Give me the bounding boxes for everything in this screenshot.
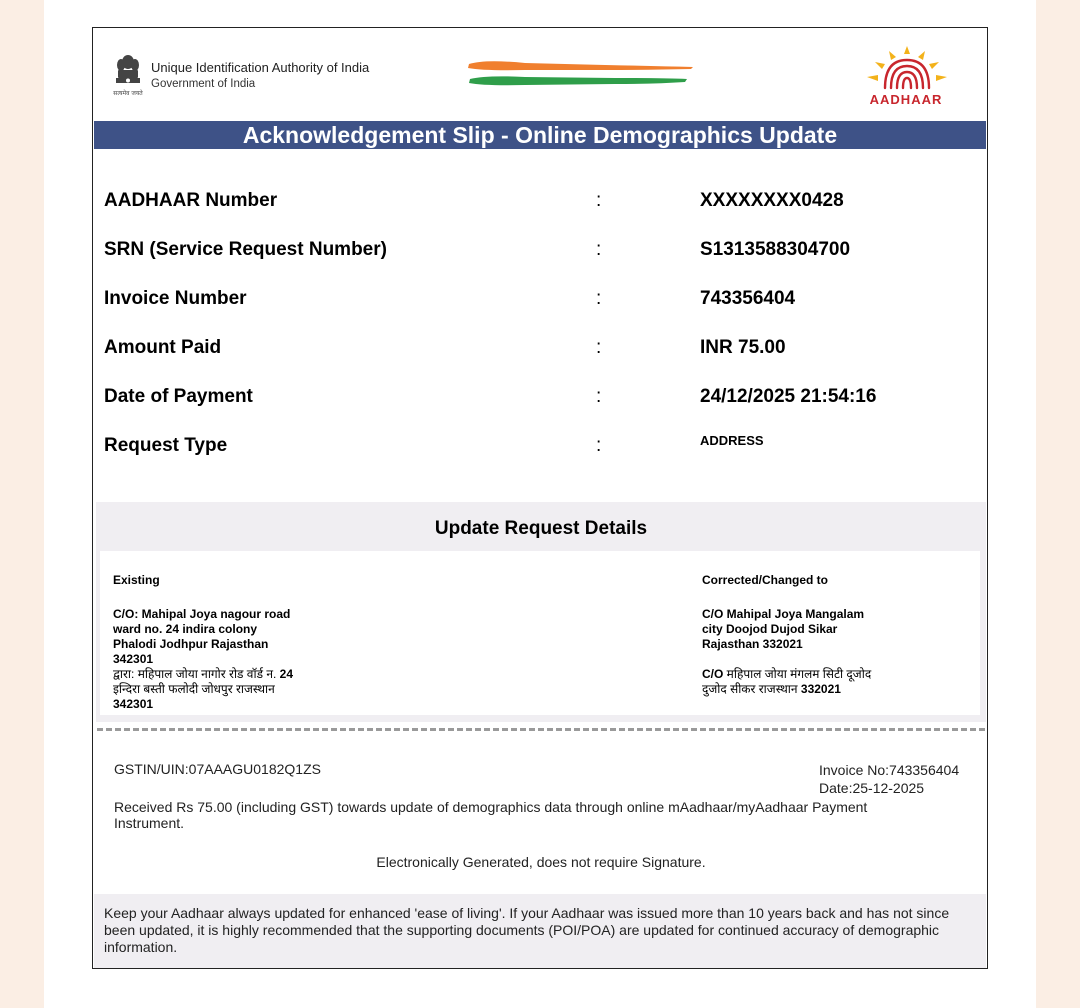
corrected-address-line: Rajasthan 332021 (702, 637, 803, 651)
corrected-address-line: C/O Mahipal Joya Mangalam (702, 607, 865, 621)
existing-address-line: Phalodi Jodhpur Rajasthan (113, 637, 269, 651)
corrected-address-hindi-line (702, 682, 932, 697)
detail-row-invoice-number (104, 288, 974, 312)
detail-label: SRN (Service Request Number) (104, 239, 387, 260)
aadhaar-logo (861, 44, 957, 110)
detail-label: Invoice Number (104, 288, 247, 309)
existing-address-line: ward no. 24 indira colony (113, 622, 258, 636)
hindi-text: दुजोद सीकर राजस्थान (702, 682, 801, 696)
emblem-caption: सत्यमेव जयते (113, 90, 143, 97)
org-line-1: Unique Identification Authority of India (151, 60, 370, 75)
detail-row-request-type (104, 435, 974, 459)
detail-colon: : (596, 190, 602, 211)
detail-colon: : (596, 337, 602, 358)
detail-value: XXXXXXXX0428 (700, 190, 844, 211)
detail-colon: : (596, 239, 602, 260)
detail-value: ADDRESS (700, 433, 764, 448)
organization-name (151, 60, 369, 92)
hindi-number: 332021 (800, 682, 841, 696)
detail-label: AADHAAR Number (104, 190, 278, 211)
existing-address-line: C/O: Mahipal Joya nagour road (113, 607, 291, 621)
update-notice: Keep your Aadhaar always updated for enhanced 'ease of living'. If your Aadhaar was issued more than 10 years back and has not since been updated, it is highly recommended that the supporting documents (POI/POA) are updated for continued accuracy of demographic information. (94, 894, 986, 968)
detail-row-amount-paid (104, 337, 974, 361)
slip-title: Acknowledgement Slip - Online Demographics Update (94, 121, 986, 149)
spacer (702, 652, 932, 667)
detail-row-aadhaar-number (104, 190, 974, 214)
existing-address-hindi-line: इन्दिरा बस्ती फलोदी जोधपुर राजस्थान (113, 682, 275, 696)
detail-row-srn (104, 239, 974, 263)
acknowledgement-slip (92, 27, 988, 969)
existing-heading: Existing (113, 573, 160, 587)
corrected-address-line: city Doojod Dujod Sikar (702, 622, 838, 636)
dashed-separator (97, 728, 985, 731)
invoice-date-text: Date:25-12-2025 (819, 780, 925, 796)
hindi-prefix: द्वारा: (113, 667, 135, 681)
hindi-text: महिपाल जोया मंगलम सिटी दूजोद (723, 667, 872, 681)
corrected-address-hindi-line (702, 667, 932, 682)
corrected-heading: Corrected/Changed to (702, 573, 829, 587)
invoice-number-text: Invoice No:743356404 (819, 762, 960, 778)
update-request-inner (100, 551, 980, 715)
existing-address (113, 607, 343, 712)
update-request-box (96, 548, 986, 722)
existing-address-hindi-line (113, 667, 343, 682)
tricolour-strokes-icon (465, 58, 695, 92)
detail-value: 24/12/2025 21:54:16 (700, 386, 877, 407)
corrected-address (702, 607, 932, 697)
gstin-text: GSTIN/UIN:07AAAGU0182Q1ZS (114, 761, 321, 777)
detail-colon: : (596, 435, 602, 456)
detail-value: INR 75.00 (700, 337, 786, 358)
update-request-heading: Update Request Details (96, 502, 986, 548)
existing-address-line: 342301 (113, 652, 154, 666)
electronic-note: Electronically Generated, does not require Signature. (376, 854, 706, 870)
detail-value: S1313588304700 (700, 239, 851, 260)
hindi-number: 24 (279, 667, 294, 681)
received-text: Received Rs 75.00 (including GST) towards update of demographics data through online mAadhaar/myAadhaar Payment Instrument. (114, 799, 868, 831)
invoice-block (819, 761, 959, 797)
national-emblem-icon (113, 52, 143, 102)
existing-address-pincode: 342301 (113, 697, 154, 711)
detail-row-date-of-payment (104, 386, 974, 410)
hindi-text: महिपाल जोया नागोर रोड वॉर्ड न. (134, 667, 280, 681)
aadhaar-wordmark: AADHAAR (869, 92, 943, 107)
detail-label: Request Type (104, 435, 228, 456)
detail-colon: : (596, 288, 602, 309)
detail-colon: : (596, 386, 602, 407)
hindi-prefix: C/O (702, 667, 724, 681)
detail-label: Date of Payment (104, 386, 253, 407)
org-line-2: Government of India (151, 78, 256, 90)
detail-value: 743356404 (700, 288, 796, 309)
detail-label: Amount Paid (104, 337, 222, 358)
aadhaar-sun-fingerprint-icon (861, 44, 957, 94)
